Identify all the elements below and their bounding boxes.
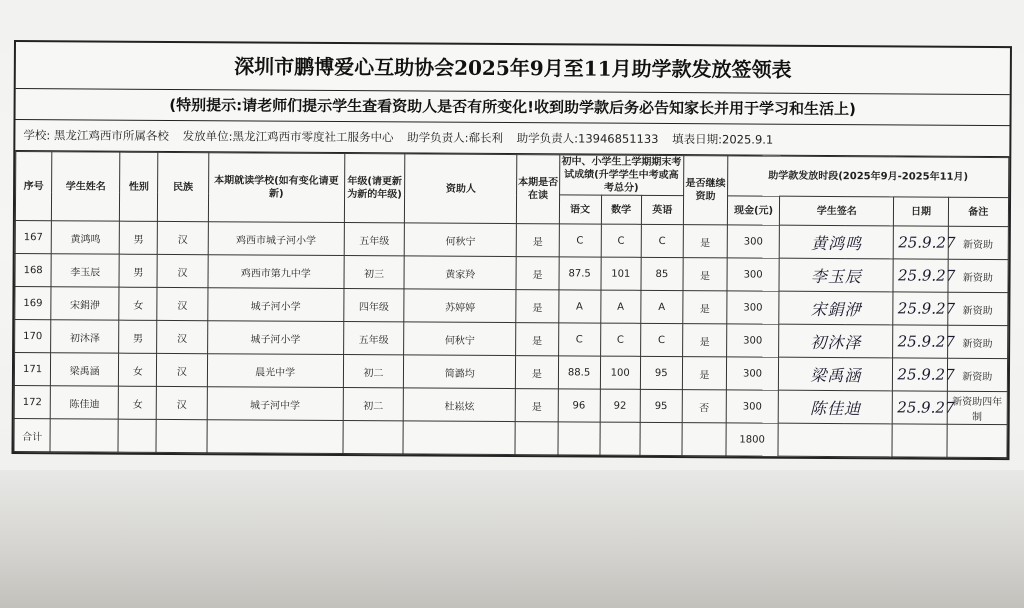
cell-date: 25.9.27 — [893, 292, 947, 325]
cell-math: 101 — [601, 257, 641, 290]
cell-ethnicity: 汉 — [157, 254, 207, 287]
cell-signature: 李玉辰 — [779, 258, 894, 292]
cell-sponsor: 简潞均 — [403, 355, 516, 389]
cell-enrolled: 是 — [516, 323, 558, 356]
cell-seq: 171 — [14, 353, 50, 386]
cell-date: 25.9.27 — [894, 226, 948, 259]
cell-math: 92 — [600, 389, 640, 422]
cell-sponsor: 何秋宁 — [404, 223, 517, 257]
cell-remark: 新资助四年制 — [947, 391, 1008, 424]
header-cash: 现金(元) — [727, 196, 779, 225]
cell-math: 100 — [600, 356, 640, 389]
cell-grade: 五年级 — [344, 322, 404, 355]
cell-date: 25.9.27 — [893, 259, 947, 292]
cell-school: 城子河小学 — [207, 321, 344, 355]
cell-enrolled: 是 — [516, 290, 558, 323]
meta-school: 学校: 黑龙江鸡西市所属各校 — [23, 128, 169, 143]
cell-english: C — [640, 323, 682, 356]
header-school: 本期就读学校(如有变化请更新) — [208, 153, 345, 223]
cell-school: 城子河中学 — [207, 387, 344, 421]
cell-school: 鸡西市第九中学 — [208, 255, 345, 289]
cell-english: 95 — [640, 389, 682, 422]
cell-chinese: 88.5 — [558, 356, 600, 389]
meta-phone: 助学负责人:13946851133 — [516, 131, 659, 146]
special-notice: (特别提示:请老师们提示学生查看资助人是否有所变化!收到助学款后务必告知家长并用于学习和生活上) — [16, 89, 1010, 126]
cell-english: C — [641, 224, 683, 257]
cell-name: 初沐泽 — [51, 320, 119, 353]
cell-date: 25.9.27 — [893, 391, 947, 424]
meta-leader: 助学负责人:郗长利 — [407, 130, 504, 145]
cell-continue: 是 — [683, 291, 727, 324]
cell-grade: 初二 — [343, 355, 403, 388]
cell-chinese: A — [558, 290, 600, 323]
cell-gender: 男 — [119, 320, 157, 353]
cell-continue: 是 — [682, 357, 726, 390]
cell-math: C — [601, 224, 641, 257]
cell-seq: 168 — [15, 254, 51, 287]
cell-remark: 新资助 — [947, 358, 1008, 391]
header-scores: 初中、小学生上学期期末考试成绩(升学学生中考或高考总分) — [559, 155, 684, 196]
cell-enrolled: 是 — [516, 257, 558, 290]
cell-remark: 新资助 — [948, 226, 1009, 259]
cell-continue: 是 — [683, 225, 727, 258]
cell-date: 25.9.27 — [893, 358, 947, 391]
sheet-title: 深圳市鹏博爱心互助协会2025年9月至11月助学款发放签领表 — [16, 42, 1010, 95]
cell-english: 85 — [641, 257, 683, 290]
cell-grade: 初三 — [344, 256, 404, 289]
cell-signature: 初沐泽 — [779, 324, 894, 358]
cell-name: 陈佳迪 — [50, 386, 118, 419]
header-date: 日期 — [894, 197, 948, 226]
cell-enrolled: 是 — [517, 224, 559, 257]
header-ethnicity: 民族 — [158, 152, 209, 221]
cell-ethnicity: 汉 — [157, 353, 207, 386]
cell-sponsor: 黄家羚 — [404, 256, 517, 290]
header-name: 学生姓名 — [51, 152, 120, 221]
cell-sponsor: 何秋宁 — [404, 322, 517, 356]
cell-chinese: C — [559, 224, 601, 257]
header-chinese: 语文 — [559, 195, 601, 224]
total-row — [14, 419, 1007, 458]
cell-enrolled: 是 — [516, 356, 558, 389]
desk-shadow — [0, 470, 1024, 608]
cell-name: 黄鸿鸣 — [51, 221, 119, 254]
cell-ethnicity: 汉 — [158, 221, 208, 254]
total-cash: 1800 — [726, 423, 778, 456]
cell-seq: 172 — [14, 386, 50, 419]
header-sponsor: 资助人 — [404, 154, 517, 224]
cell-continue: 是 — [682, 324, 726, 357]
grant-sign-sheet — [11, 40, 1012, 460]
cell-remark: 新资助 — [947, 292, 1008, 325]
cell-signature: 黄鸿鸣 — [779, 225, 894, 259]
cell-ethnicity: 汉 — [157, 386, 207, 419]
cell-english: 95 — [640, 356, 682, 389]
header-seq: 序号 — [15, 152, 52, 221]
cell-ethnicity: 汉 — [157, 320, 207, 353]
cell-seq: 167 — [15, 221, 51, 254]
cell-sponsor: 杜崧炫 — [403, 388, 516, 422]
cell-cash: 300 — [727, 324, 779, 357]
cell-grade: 初二 — [343, 388, 403, 421]
cell-signature: 梁禹涵 — [779, 357, 894, 391]
header-math: 数学 — [601, 195, 641, 224]
cell-continue: 否 — [682, 390, 726, 423]
cell-math: C — [600, 323, 640, 356]
cell-school: 鸡西市城子河小学 — [208, 222, 345, 256]
cell-remark: 新资助 — [947, 325, 1008, 358]
cell-remark: 新资助 — [948, 259, 1009, 292]
cell-enrolled: 是 — [516, 389, 558, 422]
header-enrolled: 本期是否在读 — [517, 155, 560, 224]
cell-sponsor: 苏婷婷 — [404, 289, 517, 323]
header-period: 助学款发放时段(2025年9月-2025年11月) — [728, 156, 1009, 198]
cell-seq: 170 — [15, 320, 51, 353]
cell-signature: 宋鋗洢 — [779, 291, 894, 325]
header-remark: 备注 — [948, 197, 1009, 226]
cell-gender: 女 — [119, 287, 157, 320]
header-english: 英语 — [641, 195, 683, 224]
cell-school: 城子河小学 — [207, 288, 344, 322]
cell-chinese: 96 — [558, 389, 600, 422]
grant-table — [13, 151, 1009, 458]
cell-chinese: 87.5 — [559, 257, 601, 290]
cell-name: 李玉辰 — [51, 254, 119, 287]
header-grade: 年级(请更新为新的年级) — [344, 154, 405, 223]
total-label: 合计 — [14, 419, 50, 452]
cell-seq: 169 — [15, 287, 51, 320]
cell-name: 宋鋗洢 — [51, 287, 119, 320]
cell-cash: 300 — [727, 258, 779, 291]
cell-gender: 女 — [119, 353, 157, 386]
header-signature: 学生签名 — [780, 196, 895, 226]
cell-gender: 女 — [118, 386, 156, 419]
cell-cash: 300 — [726, 357, 778, 390]
cell-school: 晨光中学 — [207, 354, 344, 388]
cell-math: A — [600, 290, 640, 323]
cell-cash: 300 — [726, 390, 778, 423]
cell-continue: 是 — [683, 258, 727, 291]
meta-issuer: 发放单位:黑龙江鸡西市零度社工服务中心 — [182, 129, 394, 145]
header-continue: 是否继续资助 — [683, 156, 728, 225]
cell-signature: 陈佳迪 — [778, 390, 893, 424]
header-gender: 性别 — [120, 152, 159, 221]
meta-fill-date: 填表日期:2025.9.1 — [672, 132, 774, 147]
cell-cash: 300 — [727, 291, 779, 324]
cell-chinese: C — [558, 323, 600, 356]
cell-grade: 五年级 — [344, 223, 404, 256]
cell-name: 梁禹涵 — [50, 353, 118, 386]
cell-date: 25.9.27 — [893, 325, 947, 358]
cell-gender: 男 — [119, 254, 157, 287]
cell-grade: 四年级 — [344, 289, 404, 322]
cell-cash: 300 — [727, 225, 779, 258]
cell-gender: 男 — [119, 221, 157, 254]
cell-english: A — [641, 290, 683, 323]
cell-ethnicity: 汉 — [157, 287, 207, 320]
